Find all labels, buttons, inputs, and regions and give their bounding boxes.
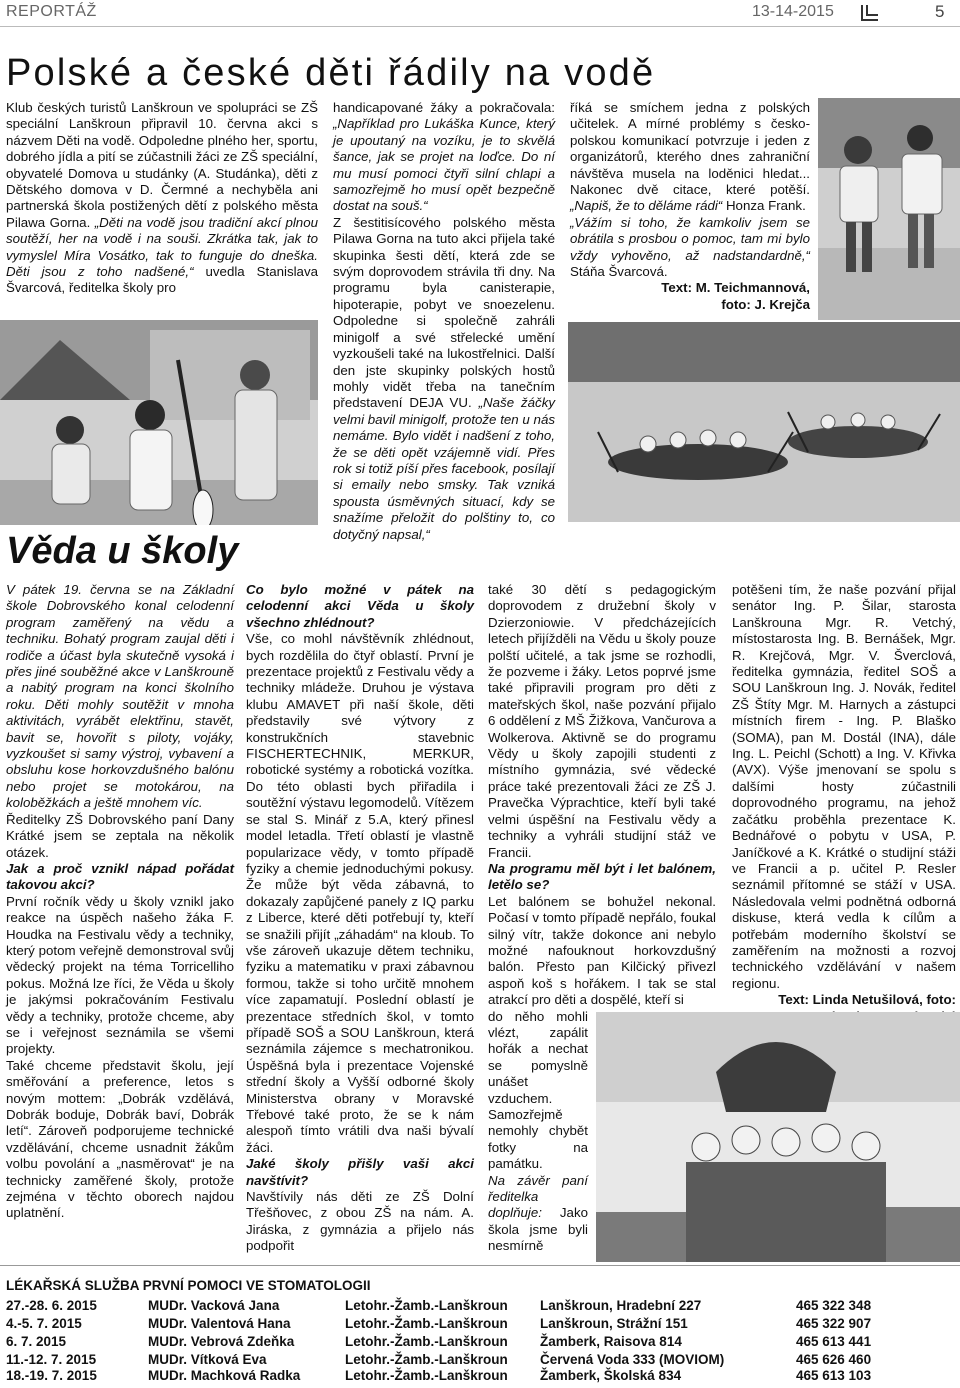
phone-cell: 465 613 441 (796, 1334, 872, 1349)
paragraph: Vše, co mohl návštěvník zhlédnout, bych rozdělila do čtyř oblastí. První je prezentace projektů z Festivalu vědy a techniky mládeže. Druhou je výstava klubu AMAVET při naší škole, děti představily své výtvory z konstrukčních stavebnic FISCHERTECHNIK, MERKUR, robotické systémy a robotická vozítka. Do této oblasti bych přiřadila i soutěžní výstavu legomodelů. Vítězem se stal S. Minář z 5.A, který přinesl model letadla. Třetí oblastí je vlastně popularizace vědy, v tomto případě fyziky a chemie jednoduchými pokusy. Že může být věda zábavná, to dokazaly zapůjčené panely z IQ parku z Liberce, které děti potřebují ty, kteří se snažili přijít „záhadám“ na kloub. To vše zároveň ukazuje dětem techniku, fyziku a matematiku v praxi zábavnou formou, takže si toho určitě mnohem více zapamatují. Poslední oblastí je prezentace středních škol, v tomto případě SOŠ a SOU Lanškroun, která seznámila zájemce s mechatronikou. Úspěšná byla i prezentace Vojenské střední školy a Vyšší odborné školy Ministerstva obrany v Moravské Třebové také proto, že se k nám alespoň tímto vrátili dva naši bývalí žáci. (246, 631, 474, 1155)
header-divider (0, 26, 960, 27)
address-cell: Lanškroun, Strážní 151 (540, 1316, 688, 1331)
paragraph: Let balónem se bohužel nekonal. Počasí v tomto případě nepřálo, foukal silný vítr, takže dokonce ani nebylo možné nafouknout horkovzdušný balón. Přesto pan Kilčický přivezl aspoň koš s hořákem. I tak se stal atrakcí pro děti a dospělé, kteří si (488, 893, 716, 1008)
photo-rafts-on-water (568, 322, 960, 522)
issue-date: 13-14-2015 (752, 3, 834, 20)
photo-children-lifejackets (818, 98, 960, 320)
article2-column-1 (6, 582, 234, 1222)
quote: Na závěr paní ředitelka doplňuje: (488, 1172, 588, 1221)
article1-column-3 (570, 100, 810, 313)
area-cell: Letohr.-Žamb.-Lanškroun (345, 1368, 508, 1383)
area-cell: Letohr.-Žamb.-Lanškroun (345, 1316, 508, 1331)
page-number: 5 (935, 2, 945, 21)
paragraph: uvedla Stanislava Švarcová, ředitelka školy pro (6, 264, 318, 296)
paragraph: říká se smíchem jedna z polských učitelek. A mírné problémy s česko-polskou komunikací potvrzuje i jeden z organizátorů, kterého dnes zahraniční návštěva musela na loděnici hledat... Nakonec dvě citace, které potěší. (570, 100, 810, 198)
article-title: Věda u školy (6, 530, 239, 572)
quote: „Napiš, že to děláme rádi“ (570, 198, 723, 214)
date-cell: 11.-12. 7. 2015 (6, 1352, 97, 1367)
phone-cell: 465 613 103 (796, 1368, 872, 1383)
article1-column-1 (6, 100, 318, 297)
quote: „Například pro Lukáška Kunce, který je upoutaný na vozíku, je to skvělá šance, jak se projet na loďce. Do ní mu musí pomoci čtyři silní chlapi a samozřejmě ho musí opět bezpečně dostat na souš.“ (333, 116, 555, 214)
article1-column-2 (333, 100, 555, 543)
phone-cell: 465 322 348 (796, 1298, 872, 1313)
question: Jak a proč vznikl nápad pořádat takovou akci? (6, 860, 234, 893)
article-title: Polské a české děti řádily na vodě (6, 52, 656, 94)
paragraph: Honza Frank. (722, 198, 806, 214)
paragraph: První ročník vědy u školy vznikl jako reakce na úspěch našeho žáka F. Houdka na Festivalu vědy a techniky, který potom veřejně demonstroval svůj vědecký projekt na téma Torricelliho pokus. Možná lze říci, že Věda u školy je jakýmsi pokračováním Festivalu vědy a techniky, protože chceme, aby se i veřejnost seznámila se všemi projekty. (6, 893, 234, 1057)
footer-divider (0, 1265, 960, 1266)
date-cell: 6. 7. 2015 (6, 1334, 67, 1349)
paragraph: potěšeni tím, že naše pozvání přijal senátor Ing. P. Šilar, starosta Lanškrouna Mgr. R. Vetchý, místostarosta Ing. B. Bernášek, Mgr. R. Krejčová, Mgr. V. Šverclová, ředitelka gymnázia, ředitel SOŠ a SOU Lanškroun Ing. J. Novák, ředitel ZŠ Štíty Mgr. M. Harnych a zástupci místních firem - Ing. P. Blaško (SOMA), pan M. Dostál (INA), dále Ing. L. Peichl (Schott) a Ing. V. Křivka (AVX). Výše jmenovaní se spolu s dalšími hosty zúčastnili doprovodného programu, na jehož začátku proběhla prezentace K. Bednářové o pobytu v USA, P. Janíčkové a K. Krátké o studijní stáži ve Francii a p. učitel P. Resler seznámil přítomné se stáží v USA. Následovala velmi podnětná odborná diskuse, která vedla k cílům a potřebám moderního školství se zaměřením na možnosti a rozvoj technického vzdělávání v našem regionu. (732, 582, 956, 991)
newspaper-logo-icon (860, 4, 880, 22)
doctor-cell: MUDr. Vacková Jana (148, 1298, 280, 1313)
lead-paragraph: V pátek 19. června se na Základní škole Dobrovského konal celodenní program zaměřený na vědu a techniku. Bohatý program zaujal děti i rodiče a účast byla skutečně vysoká i přes jiné souběžné akce v Lanškrouně a nabitý program na konci školního roku. Děti mohly soutěžit v mnoha aktivitách, vyrábět elektřinu, stavět, bavit se, hovořit s piloty, vojáky, vyzkoušet si samy výstroj, vybavení a obsluhu kose horkovzdušného balónu nebo projet se motokárou, na koloběžkách a ještě mnohem víc. (6, 582, 234, 811)
paragraph: Navštívily nás děti ze ZŠ Dolní Třešňovec, z obou ZŠ na nám. A. Jiráska, z gymnázia a přijelo nás podpořit (246, 1189, 474, 1254)
address-cell: Žamberk, Školská 834 (540, 1368, 682, 1383)
photo-group-with-paddle (0, 320, 318, 525)
phone-cell: 465 626 460 (796, 1352, 872, 1367)
doctor-cell: MUDr. Vítková Eva (148, 1352, 267, 1367)
date-cell: 18.-19. 7. 2015 (6, 1368, 97, 1383)
quote: „Vážím si toho, že kamkoliv jsem se obrátila s prosbou o pomoc, tam mi bylo vždy vyhověno, až nadstandardně,“ (570, 214, 810, 263)
quote: „Děti na vodě jsou tradiční akcí plnou soutěží, her na vodě i na souši. Zkrátka tak, jak to vymyslel Míra Vosátko, tak to funguje do dneška. Děti jsou z toho nadšené,“ (6, 214, 318, 280)
paragraph: handicapované žáky a pokračovala: (333, 100, 555, 115)
phone-cell: 465 322 907 (796, 1316, 872, 1331)
doctor-cell: MUDr. Vebrová Zdeňka (148, 1334, 295, 1349)
dental-service-title: LÉKAŘSKÁ SLUŽBA PRVNÍ POMOCI VE STOMATOLOGII (6, 1278, 371, 1293)
paragraph: do něho mohli vlézt, zapálit hořák a nechat se pomyslně unášet vzduchem. Samozřejmě nemohly chybět fotky na památku. (488, 1008, 588, 1172)
paragraph: Jako škola jsme byli nesmírně (488, 1205, 588, 1254)
paragraph: také 30 dětí s pedagogickým doprovodem z družební školy v Dzierzoniowie. V předcházejících letech přijížděli na Vědu u školy pouze polští učitelé, a tak jsme se rozhodli, že pozveme i žáky. Letos poprvé jsme také připravili program pro děti z mateřských škol, naše pozvání přijalo 6 oddělení z MŠ Žižkova, Vančurova a Wolkerova. Aktivně se do programu Vědy u školy zapojili studenti z místního gymnázia, své vědecké práce také prezentovali žáci ze ZŠ J. Pravečka Výprachtice, kteří byli také velmi úspěšní na Festivalu vědy a techniky a vyhráli studijní stáž ve Francii. (488, 582, 716, 860)
paragraph: Klub českých turistů Lanškroun ve spolupráci se ZŠ speciální Lanškroun připravil 10. června akci s názvem Děti na vodě. Odpoledne plného her, sportu, dobrého jídla a pití se zúčastnili žáci ze ZŠ speciální, obyvatelé Domova u studánky (A. Studánka), děti z Dětského domova v D. Čermné a nechyběla ani partnerská škola postižených dětí z polského města Pilawa Gorna. (6, 100, 318, 230)
paragraph: Ředitelky ZŠ Dobrovského paní Dany Krátké jsem se zeptala na několik otázek. (6, 811, 234, 860)
address-cell: Lanškroun, Hradební 227 (540, 1298, 702, 1313)
question: Jaké školy přišly vaši akci navštívit? (246, 1156, 474, 1188)
author-credit: Text: Linda Netušilová, foto: (778, 992, 956, 1008)
article2-column-4 (732, 582, 956, 1025)
quote: „Naše žáčky velmi bavil minigolf, protože ten u nás nemáme. Bylo vidět i nadšení z toho, že se děti opět vzájemně vidí. Přes rok si totiž píší přes facebook, posílají si emaily nebo smsky. Tak vzniká spousta úsměvných situací, kdy se snažíme přeložit do polštiny to, co dotyčný napsal,“ (333, 395, 555, 542)
photo-balloon-basket (596, 1012, 960, 1262)
paragraph: Z šestitisícového polského města Pilawa Gorna na tuto akci přijela také skupinka šesti dětí, která zde se svým doprovodem strávila tři dny. Na programu byla canisterapie, hipoterapie, pobyt ve snoezelenu. Odpoledne si společně zahráli minigolf a své střelecké umění vyzkoušeli také na lukostřelnici. Další den jste skupinky polských hostů mohly vidět třeba na tanečním představení DEJA VU. (333, 214, 555, 411)
date-cell: 27.-28. 6. 2015 (6, 1298, 97, 1313)
section-label: REPORTÁŽ (6, 3, 97, 20)
area-cell: Letohr.-Žamb.-Lanškroun (345, 1298, 508, 1313)
paragraph: Stáňa Švarcová. (570, 264, 668, 280)
photo-credit: foto: J. Krejča (721, 296, 810, 312)
question: Na programu měl být i let balónem, letělo se? (488, 860, 716, 893)
area-cell: Letohr.-Žamb.-Lanškroun (345, 1352, 508, 1367)
paragraph: Také chceme představit školu, její směřování a preference, letos s novým mottem: „Dobrák vzdělává, Dobrák boduje, Dobrák baví, Dobrák letí“. Zároveň podporujeme technické vzdělávání, chceme usnadnit žákům volbu povolání a „nasměrovat“ je na technicky zaměřené školy, protože zejména v těchto oborech najdou uplatnění. (6, 1057, 234, 1221)
address-cell: Červená Voda 333 (MOVIOM) (540, 1352, 725, 1367)
question: Co bylo možné v pátek na celodenní akci Věda u školy všechno zhlédnout? (246, 582, 474, 630)
doctor-cell: MUDr. Machková Radka (148, 1368, 301, 1383)
doctor-cell: MUDr. Valentová Hana (148, 1316, 291, 1331)
article2-column-2 (246, 582, 474, 1255)
date-cell: 4.-5. 7. 2015 (6, 1316, 82, 1331)
author-credit: Text: M. Teichmannová, (661, 280, 810, 296)
address-cell: Žamberk, Raisova 814 (540, 1334, 682, 1349)
area-cell: Letohr.-Žamb.-Lanškroun (345, 1334, 508, 1349)
